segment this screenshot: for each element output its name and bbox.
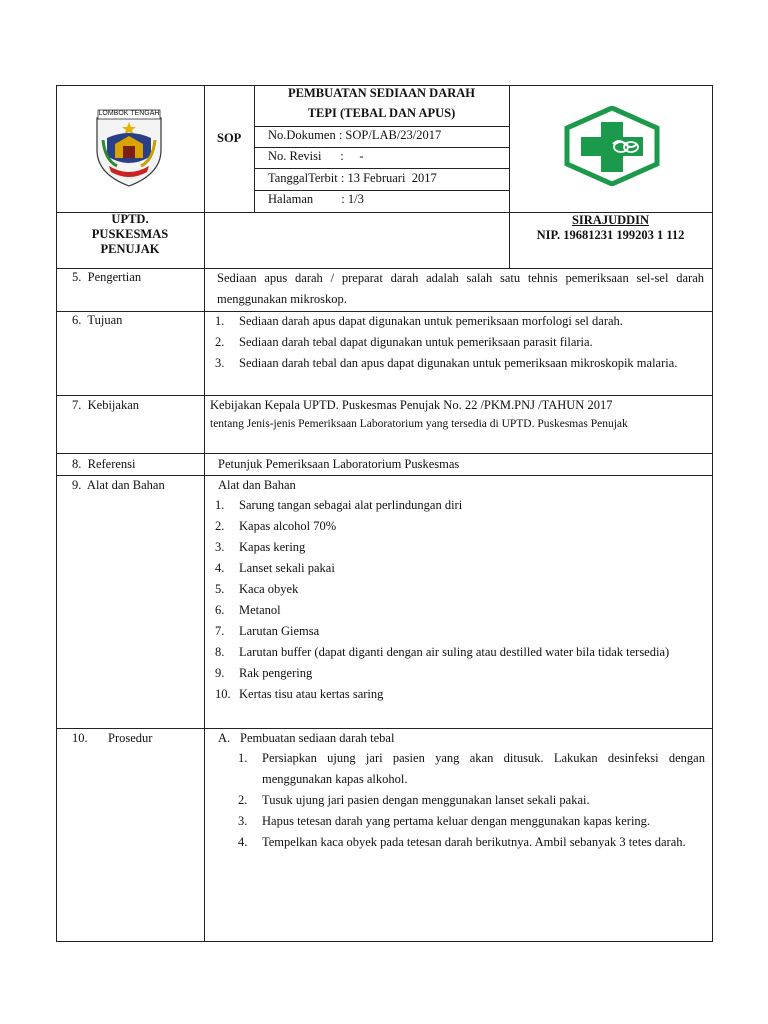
list-item: 1. Sediaan darah apus dapat digunakan untuk pemeriksaan morfologi sel darah. [215, 314, 623, 328]
signer-name: SIRAJUDDIN [571, 213, 650, 227]
emblem-label: LOMBOK TENGAH [98, 110, 160, 117]
prosedur-sub-heading: Pembuatan sediaan darah tebal [240, 731, 395, 745]
pengertian-text: Sediaan apus darah / preparat darah adalah salah satu tehnis pemeriksaan sel-sel darah menggunakan mikroskop. [217, 271, 704, 306]
label-prosedur: Prosedur [108, 731, 153, 745]
document-title-line1: PEMBUATAN SEDIAAN DARAH [287, 86, 476, 100]
divider-label-column [204, 85, 205, 942]
puskesmas-logo [563, 106, 661, 186]
org-line3: PENUJAK [100, 242, 160, 256]
label-referensi: 8. Referensi [72, 457, 136, 471]
divider-kebijakan [56, 453, 713, 454]
referensi-text: Petunjuk Pemeriksaan Laboratorium Puskesmas [218, 457, 460, 471]
kebijakan-line2: tentang Jenis-jenis Pemeriksaan Laboratorium yang tersedia di UPTD. Puskesmas Penujak [210, 418, 628, 430]
divider-title [254, 126, 509, 127]
label-alat-bahan: 9. Alat dan Bahan [72, 478, 165, 492]
divider-nodok [254, 147, 509, 148]
border-right [712, 85, 713, 942]
signer-nip: NIP. 19681231 199203 1 112 [536, 228, 685, 242]
label-tujuan: 6. Tujuan [72, 313, 123, 327]
no-dokumen: No.Dokumen : SOP/LAB/23/2017 [268, 128, 442, 142]
list-item: 8. Larutan buffer (dapat diganti dengan air suling atau destilled water bila tidak tersedia) [215, 645, 670, 659]
list-item: 1. Sarung tangan sebagai alat perlindungan diri [215, 498, 463, 512]
divider-referensi [56, 475, 713, 476]
list-item: 6. Metanol [215, 603, 281, 617]
sop-label: SOP [217, 131, 242, 145]
list-item: 2. Kapas alcohol 70% [215, 519, 337, 533]
list-item: 7. Larutan Giemsa [215, 624, 320, 638]
org-line1: UPTD. [111, 212, 149, 226]
list-item: 4. Lanset sekali pakai [215, 561, 335, 575]
list-item: 3. Kapas kering [215, 540, 306, 554]
label-prosedur-number: 10. [72, 731, 88, 745]
divider-tanggal [254, 190, 509, 191]
border-bottom [56, 941, 713, 942]
divider-tujuan [56, 395, 713, 396]
document-title-line2: TEPI (TEBAL DAN APUS) [307, 106, 456, 120]
label-pengertian: 5. Pengertian [72, 270, 142, 284]
prosedur-sub-letter: A. [218, 731, 231, 745]
list-item: 1. Persiapkan ujung jari pasien yang akan ditusuk. Lakukan desinfeksi dengan menggunakan kapas alkohol. [238, 751, 705, 786]
list-item: 4. Tempelkan kaca obyek pada tetesan darah berikutnya. Ambil sebanyak 3 tetes darah. [238, 835, 686, 849]
list-item: 2. Tusuk ujung jari pasien dengan menggunakan lanset sekali pakai. [238, 793, 590, 807]
list-item: 3. Sediaan darah tebal dan apus dapat digunakan untuk pemeriksaan mikroskopik malaria. [215, 356, 678, 370]
divider-sop-column [254, 85, 255, 212]
tanggal-terbit: TanggalTerbit : 13 Februari 2017 [268, 171, 437, 185]
alat-heading: Alat dan Bahan [218, 478, 296, 492]
label-kebijakan: 7. Kebijakan [72, 398, 139, 412]
list-item: 9. Rak pengering [215, 666, 313, 680]
lombok-tengah-emblem [93, 106, 165, 188]
prosedur-list [238, 748, 705, 853]
divider-alat [56, 728, 713, 729]
list-item: 5. Kaca obyek [215, 582, 299, 596]
tujuan-list [215, 311, 705, 374]
puskesmas-cross-icon [563, 106, 661, 186]
org-line2: PUSKESMAS [91, 227, 169, 241]
no-revisi: No. Revisi : - [268, 149, 364, 163]
halaman: Halaman : 1/3 [268, 192, 364, 206]
alat-list [215, 495, 705, 705]
list-item: 3. Hapus tetesan darah yang pertama keluar dengan menggunakan kapas kering. [238, 814, 651, 828]
list-item: 10. Kertas tisu atau kertas saring [215, 687, 384, 701]
list-item: 2. Sediaan darah tebal dapat digunakan untuk pemeriksaan parasit filaria. [215, 335, 593, 349]
kebijakan-line1: Kebijakan Kepala UPTD. Puskesmas Penujak No. 22 /PKM.PNJ /TAHUN 2017 [210, 398, 613, 412]
divider-revisi [254, 168, 509, 169]
